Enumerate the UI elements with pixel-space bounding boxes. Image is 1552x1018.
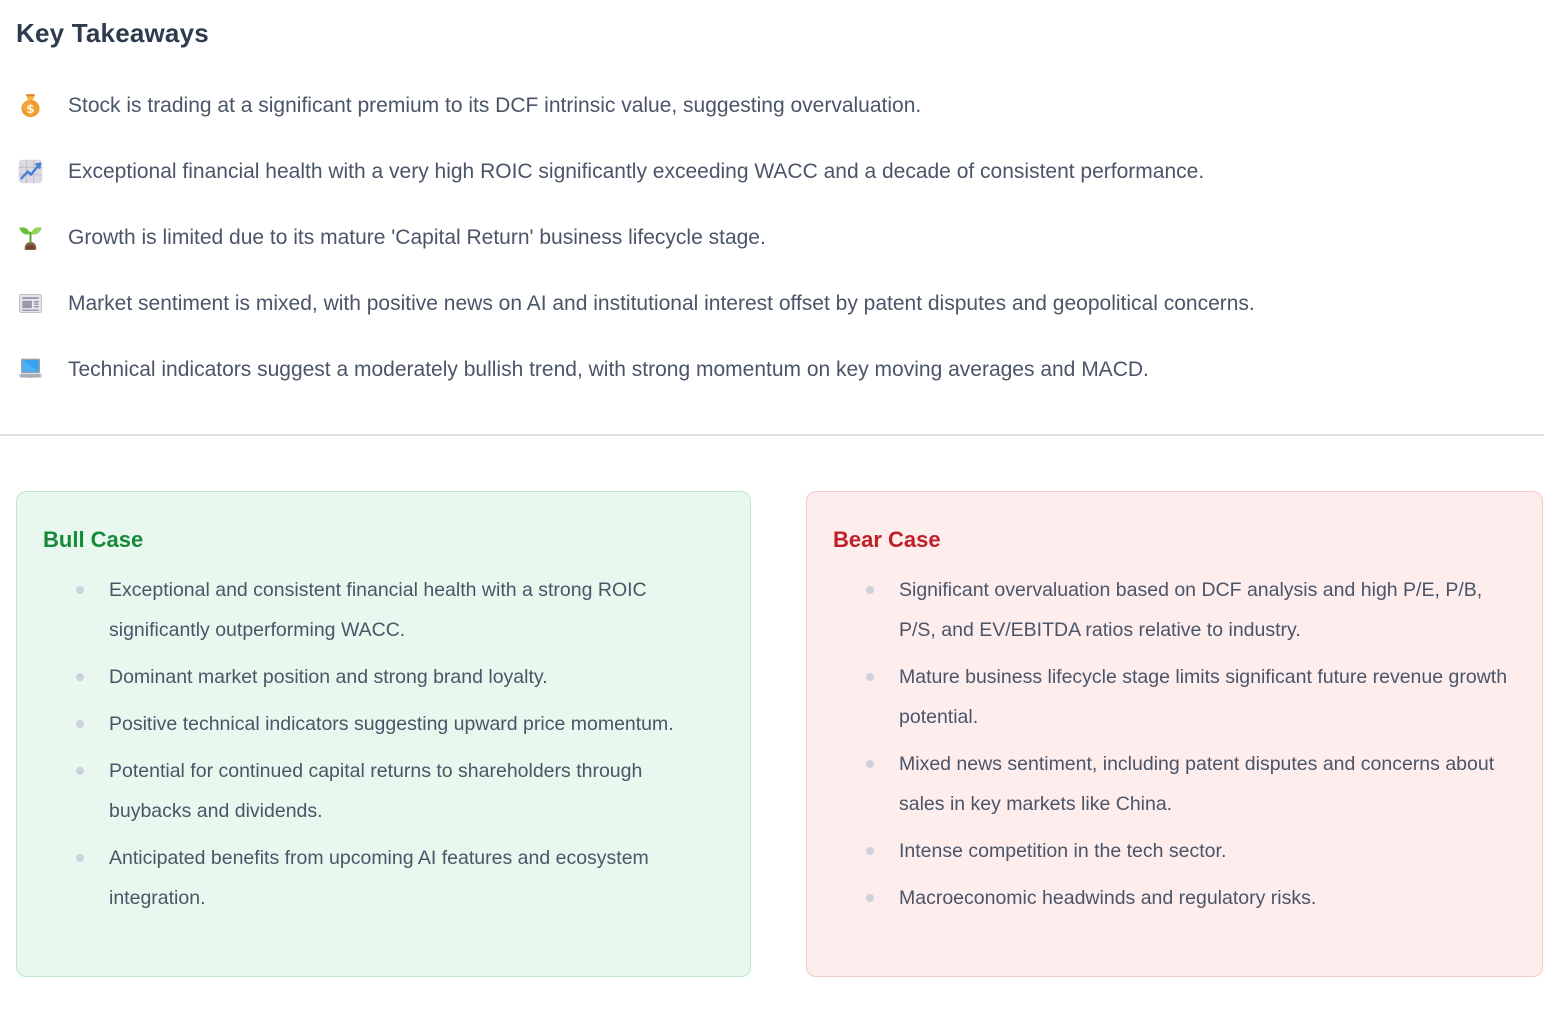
takeaway-text: Market sentiment is mixed, with positive news on AI and institutional interest offset by patent disputes and geopolitical concerns. xyxy=(68,292,1255,315)
takeaway-item xyxy=(16,218,1536,258)
bull-case-list xyxy=(41,570,724,918)
key-takeaways-section xyxy=(0,0,1552,390)
svg-text:$: $ xyxy=(26,101,35,116)
bull-case-title: Bull Case xyxy=(43,527,144,552)
bull-case-item: Positive technical indicators suggesting upward price momentum. xyxy=(109,704,718,744)
bull-case-item: Exceptional and consistent financial health with a strong ROIC significantly outperforming WACC. xyxy=(109,570,718,650)
bear-case-item: Mature business lifecycle stage limits significant future revenue growth potential. xyxy=(899,657,1510,737)
seedling-icon xyxy=(16,218,68,252)
bear-case-item: Macroeconomic headwinds and regulatory risks. xyxy=(899,878,1510,918)
laptop-icon xyxy=(16,350,68,384)
takeaway-text: Exceptional financial health with a very high ROIC significantly exceeding WACC and a decade of consistent performance. xyxy=(68,160,1205,183)
newspaper-icon xyxy=(16,284,68,318)
takeaway-item xyxy=(16,284,1536,324)
takeaway-text: Growth is limited due to its mature 'Capital Return' business lifecycle stage. xyxy=(68,226,766,249)
takeaway-text: Technical indicators suggest a moderately bullish trend, with strong momentum on key moving averages and MACD. xyxy=(68,358,1149,381)
bear-case-item: Mixed news sentiment, including patent disputes and concerns about sales in key markets like China. xyxy=(899,744,1510,824)
bear-case-item: Significant overvaluation based on DCF analysis and high P/E, P/B, P/S, and EV/EBITDA ratios relative to industry. xyxy=(899,570,1510,650)
takeaway-item xyxy=(16,152,1536,192)
bull-case-item: Dominant market position and strong brand loyalty. xyxy=(109,657,718,697)
money-bag-icon xyxy=(16,86,68,120)
takeaways-list xyxy=(16,86,1536,390)
bear-case-card xyxy=(806,491,1543,977)
page-title: Key Takeaways xyxy=(16,18,209,48)
cases-row xyxy=(16,491,1536,977)
bull-case-item: Anticipated benefits from upcoming AI features and ecosystem integration. xyxy=(109,838,718,918)
chart-increasing-icon xyxy=(16,152,68,186)
takeaway-item xyxy=(16,350,1536,390)
bull-case-card xyxy=(16,491,751,977)
takeaway-text: Stock is trading at a significant premium to its DCF intrinsic value, suggesting overvaluation. xyxy=(68,94,922,117)
bear-case-list xyxy=(831,570,1516,918)
bull-case-item: Potential for continued capital returns to shareholders through buybacks and dividends. xyxy=(109,751,718,831)
bear-case-item: Intense competition in the tech sector. xyxy=(899,831,1510,871)
bear-case-title: Bear Case xyxy=(833,527,941,552)
takeaway-item xyxy=(16,86,1536,126)
